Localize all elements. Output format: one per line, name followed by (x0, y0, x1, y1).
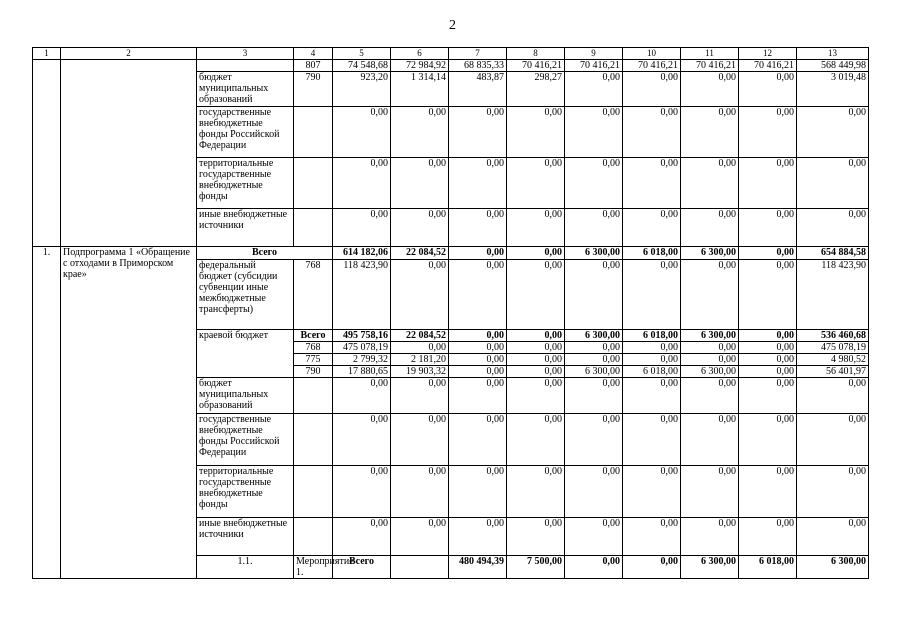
value-cell: 19 903,32 (391, 366, 449, 378)
value-cell: 923,20 (333, 72, 391, 107)
value-cell: 0,00 (391, 414, 449, 466)
value-cell: 0,00 (333, 209, 391, 247)
value-cell: 0,00 (623, 107, 681, 158)
value-cell: 70 416,21 (565, 60, 623, 72)
item-name: Подпрограмма 1 «Обращение с отходами в Приморском крае» (61, 247, 197, 579)
value-cell: 614 182,06 (333, 247, 391, 260)
column-number: 13 (797, 48, 869, 60)
value-cell: 0,00 (739, 366, 797, 378)
value-cell: 0,00 (507, 107, 565, 158)
value-cell: 0,00 (565, 414, 623, 466)
value-cell: 0,00 (739, 72, 797, 107)
value-cell: 0,00 (507, 209, 565, 247)
value-cell: 0,00 (507, 158, 565, 209)
value-cell: 0,00 (681, 518, 739, 556)
column-number: 10 (623, 48, 681, 60)
value-cell: 6 018,00 (739, 556, 797, 579)
column-number: 6 (391, 48, 449, 60)
source-label: территориальные государственные внебюджетные фонды (197, 158, 294, 209)
value-cell: 6 300,00 (681, 556, 739, 579)
code-cell (294, 466, 333, 518)
value-cell: 0,00 (623, 158, 681, 209)
code-cell (294, 158, 333, 209)
value-cell: 0,00 (449, 158, 507, 209)
source-label: территориальные государственные внебюджетные фонды (197, 466, 294, 518)
budget-table (32, 47, 869, 579)
column-number: 4 (294, 48, 333, 60)
item-number: 1. (33, 247, 61, 579)
value-cell: 0,00 (449, 330, 507, 342)
value-cell: 6 300,00 (797, 556, 869, 579)
value-cell: 0,00 (681, 209, 739, 247)
column-number: 12 (739, 48, 797, 60)
value-cell: 0,00 (797, 518, 869, 556)
value-cell: 0,00 (565, 342, 623, 354)
value-cell: 0,00 (391, 518, 449, 556)
value-cell: 22 084,52 (391, 247, 449, 260)
value-cell: 0,00 (391, 378, 449, 414)
value-cell: 568 449,98 (797, 60, 869, 72)
value-cell: 0,00 (623, 342, 681, 354)
value-cell: 0,00 (739, 518, 797, 556)
value-cell: 0,00 (623, 466, 681, 518)
value-cell: 0,00 (449, 466, 507, 518)
value-cell: 298,27 (507, 72, 565, 107)
value-cell: 0,00 (739, 330, 797, 342)
value-cell: 0,00 (681, 354, 739, 366)
value-cell: 0,00 (623, 72, 681, 107)
value-cell: 0,00 (507, 366, 565, 378)
value-cell: 0,00 (565, 378, 623, 414)
column-number: 2 (61, 48, 197, 60)
value-cell: 70 416,21 (623, 60, 681, 72)
value-cell: 0,00 (449, 342, 507, 354)
value-cell: 2 181,20 (391, 354, 449, 366)
value-cell: 0,00 (391, 209, 449, 247)
value-cell: 0,00 (391, 158, 449, 209)
value-cell: 0,00 (739, 247, 797, 260)
code-cell (294, 414, 333, 466)
code-cell: Всего (294, 330, 333, 342)
value-cell: 7 500,00 (507, 556, 565, 579)
value-cell: 0,00 (797, 158, 869, 209)
source-label: Всего (333, 556, 391, 579)
value-cell: 0,00 (565, 354, 623, 366)
value-cell: 0,00 (449, 354, 507, 366)
value-cell: 0,00 (449, 518, 507, 556)
source-label: Всего (197, 247, 333, 260)
value-cell: 0,00 (739, 158, 797, 209)
num-cell (33, 60, 61, 247)
value-cell: 483,87 (449, 72, 507, 107)
value-cell: 118 423,90 (333, 260, 391, 330)
value-cell: 2 799,32 (333, 354, 391, 366)
value-cell: 70 416,21 (681, 60, 739, 72)
value-cell: 0,00 (333, 158, 391, 209)
code-cell: 775 (294, 354, 333, 366)
value-cell: 0,00 (623, 556, 681, 579)
value-cell: 0,00 (565, 260, 623, 330)
code-cell: 790 (294, 72, 333, 107)
value-cell: 72 984,92 (391, 60, 449, 72)
value-cell: 480 494,39 (449, 556, 507, 579)
value-cell: 0,00 (507, 354, 565, 366)
value-cell: 0,00 (739, 107, 797, 158)
source-label: государственные внебюджетные фонды Российской Федерации (197, 107, 294, 158)
value-cell: 0,00 (391, 466, 449, 518)
value-cell: 74 548,68 (333, 60, 391, 72)
value-cell: 0,00 (333, 466, 391, 518)
value-cell: 0,00 (739, 378, 797, 414)
value-cell: 0,00 (333, 414, 391, 466)
value-cell: 0,00 (565, 158, 623, 209)
value-cell: 0,00 (681, 107, 739, 158)
table-row (33, 247, 869, 260)
value-cell: 0,00 (681, 466, 739, 518)
source-label: государственные внебюджетные фонды Российской Федерации (197, 414, 294, 466)
code-cell (294, 209, 333, 247)
source-cell (197, 60, 294, 72)
value-cell: 0,00 (739, 209, 797, 247)
value-cell: 0,00 (739, 342, 797, 354)
value-cell: 0,00 (623, 378, 681, 414)
source-label: краевой бюджет (197, 330, 294, 378)
value-cell: 0,00 (449, 247, 507, 260)
value-cell: 0,00 (449, 209, 507, 247)
value-cell: 0,00 (449, 414, 507, 466)
value-cell: 0,00 (623, 414, 681, 466)
code-cell (294, 378, 333, 414)
source-label: бюджет муниципальных образований (197, 378, 294, 414)
code-cell (391, 556, 449, 579)
value-cell: 6 018,00 (623, 366, 681, 378)
code-cell: 768 (294, 260, 333, 330)
value-cell: 0,00 (333, 378, 391, 414)
source-label: иные внебюджетные источники (197, 209, 294, 247)
code-cell: 790 (294, 366, 333, 378)
item-name: Мероприятие 1. (294, 556, 333, 579)
value-cell: 22 084,52 (391, 330, 449, 342)
value-cell: 0,00 (565, 518, 623, 556)
value-cell: 118 423,90 (797, 260, 869, 330)
value-cell: 0,00 (623, 260, 681, 330)
column-number: 7 (449, 48, 507, 60)
value-cell: 0,00 (449, 107, 507, 158)
value-cell: 0,00 (797, 378, 869, 414)
value-cell: 0,00 (739, 466, 797, 518)
value-cell: 70 416,21 (739, 60, 797, 72)
value-cell: 0,00 (507, 330, 565, 342)
value-cell: 0,00 (449, 366, 507, 378)
column-number: 5 (333, 48, 391, 60)
value-cell: 0,00 (333, 518, 391, 556)
value-cell: 475 078,19 (333, 342, 391, 354)
page-number: 2 (449, 18, 456, 33)
value-cell: 0,00 (507, 342, 565, 354)
value-cell: 56 401,97 (797, 366, 869, 378)
value-cell: 3 019,48 (797, 72, 869, 107)
value-cell: 0,00 (565, 209, 623, 247)
value-cell: 0,00 (565, 466, 623, 518)
value-cell: 0,00 (507, 247, 565, 260)
value-cell: 17 880,65 (333, 366, 391, 378)
value-cell: 6 300,00 (681, 330, 739, 342)
value-cell: 68 835,33 (449, 60, 507, 72)
source-label: бюджет муниципальных образований (197, 72, 294, 107)
value-cell: 0,00 (797, 466, 869, 518)
column-number: 1 (33, 48, 61, 60)
source-label: иные внебюджетные источники (197, 518, 294, 556)
value-cell: 0,00 (681, 342, 739, 354)
value-cell: 0,00 (391, 342, 449, 354)
column-number: 3 (197, 48, 294, 60)
column-number: 11 (681, 48, 739, 60)
value-cell: 1 314,14 (391, 72, 449, 107)
value-cell: 0,00 (739, 414, 797, 466)
value-cell: 6 300,00 (681, 247, 739, 260)
value-cell: 0,00 (797, 107, 869, 158)
value-cell: 0,00 (681, 378, 739, 414)
table-row (33, 60, 869, 72)
value-cell: 0,00 (623, 518, 681, 556)
value-cell: 0,00 (797, 209, 869, 247)
value-cell: 0,00 (507, 260, 565, 330)
value-cell: 536 460,68 (797, 330, 869, 342)
value-cell: 70 416,21 (507, 60, 565, 72)
table-row (33, 48, 869, 60)
value-cell: 0,00 (565, 72, 623, 107)
value-cell: 0,00 (681, 72, 739, 107)
value-cell: 0,00 (507, 414, 565, 466)
column-number: 8 (507, 48, 565, 60)
value-cell: 0,00 (623, 354, 681, 366)
value-cell: 0,00 (391, 260, 449, 330)
value-cell: 0,00 (739, 354, 797, 366)
item-number: 1.1. (197, 556, 294, 579)
value-cell: 0,00 (681, 158, 739, 209)
value-cell: 6 300,00 (565, 247, 623, 260)
value-cell: 475 078,19 (797, 342, 869, 354)
value-cell: 6 018,00 (623, 330, 681, 342)
code-cell (294, 107, 333, 158)
code-cell: 768 (294, 342, 333, 354)
value-cell: 0,00 (623, 209, 681, 247)
value-cell: 0,00 (681, 260, 739, 330)
value-cell: 0,00 (565, 556, 623, 579)
value-cell: 0,00 (565, 107, 623, 158)
value-cell: 6 300,00 (565, 366, 623, 378)
value-cell: 0,00 (391, 107, 449, 158)
value-cell: 0,00 (739, 260, 797, 330)
value-cell: 495 758,16 (333, 330, 391, 342)
value-cell: 0,00 (507, 518, 565, 556)
value-cell: 0,00 (681, 414, 739, 466)
code-cell: 807 (294, 60, 333, 72)
value-cell: 0,00 (507, 466, 565, 518)
value-cell: 0,00 (507, 378, 565, 414)
name-cell (61, 60, 197, 247)
code-cell (294, 518, 333, 556)
value-cell: 6 018,00 (623, 247, 681, 260)
column-number: 9 (565, 48, 623, 60)
source-label: федеральный бюджет (субсидии субвенции иные межбюджетные трансферты) (197, 260, 294, 330)
value-cell: 4 980,52 (797, 354, 869, 366)
value-cell: 0,00 (449, 378, 507, 414)
value-cell: 654 884,58 (797, 247, 869, 260)
value-cell: 0,00 (449, 260, 507, 330)
value-cell: 0,00 (797, 414, 869, 466)
value-cell: 0,00 (333, 107, 391, 158)
value-cell: 6 300,00 (565, 330, 623, 342)
value-cell: 6 300,00 (681, 366, 739, 378)
